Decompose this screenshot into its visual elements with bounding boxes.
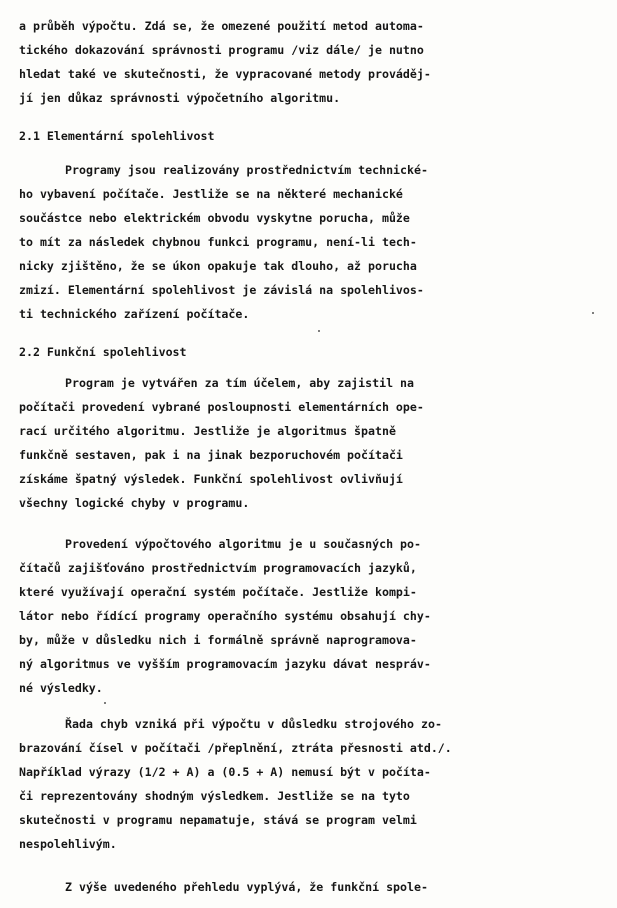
section-heading: 2.2 Funkční spolehlivost [19,345,187,359]
text-line: Program je vytvářen za tím účelem, aby zajistil na [65,376,415,390]
text-line: počítači provedení vybrané posloupnosti elementárních ope- [19,400,424,414]
text-line: zmizí. Elementární spolehlivost je závislá na spolehlivos- [19,283,424,297]
text-line: Například výrazy (1/2 + A) a (0.5 + A) nemusí být v počíta- [19,765,431,779]
text-line: získáme špatný výsledek. Funkční spolehlivost ovlivňují [19,472,403,486]
text-line: to mít za následek chybnou funkci programu, není-li tech- [19,235,417,249]
text-line: nespolehlivým. [19,837,117,851]
text-line: by, může v důsledku nich i formálně správně naprogramova- [19,633,417,647]
scan-speck [104,702,106,704]
text-line: všechny logické chyby v programu. [19,496,250,510]
scan-speck [318,330,320,332]
text-line: ho vybavení počítače. Jestliže se na některé mechanické [19,187,403,201]
text-line: Programy jsou realizovány prostřednictvím technické- [65,163,428,177]
text-line: ti technického zařízení počítače. [19,307,250,321]
text-line: ný algoritmus ve vyšším programovacím jazyku dávat nespráv- [19,657,431,671]
text-line: Provedení výpočtového algoritmu je u současných po- [65,537,421,551]
text-line: né výsledky. [19,681,103,695]
text-line: nicky zjištěno, že se úkon opakuje tak dlouho, až porucha [19,259,417,273]
text-line: skutečnosti v programu nepamatuje, stává se program velmi [19,813,417,827]
text-line: tického dokazování správnosti programu /viz dále/ je nutno [19,43,424,57]
text-line: čítačů zajišťováno prostřednictvím programovacích jazyků, [19,561,417,575]
text-line: brazování čísel v počítači /přeplnění, ztráta přesnosti atd./. [19,741,452,755]
text-line: hledat také ve skutečnosti, že vypracované metody prováděj- [19,67,431,81]
text-line: Řada chyb vzniká při výpočtu v důsledku strojového zo- [65,717,442,731]
text-line: či reprezentovány shodným výsledkem. Jestliže se na tyto [19,789,410,803]
text-line: které využívají operační systém počítače. Jestliže kompi- [19,585,417,599]
section-heading: 2.1 Elementární spolehlivost [19,129,215,143]
text-line: látor nebo řídící programy operačního systému obsahují chy- [19,609,431,623]
text-line: rací určitého algoritmu. Jestliže je algoritmus špatně [19,424,396,438]
text-line: součástce nebo elektrickém obvodu vyskytne porucha, může [19,211,410,225]
text-line: Z výše uvedeného přehledu vyplývá, že funkční spole- [65,880,428,894]
text-line: funkčně sestaven, pak i na jinak bezporuchovém počítači [19,448,403,462]
text-line: jí jen důkaz správnosti výpočetního algoritmu. [19,91,341,105]
scan-speck [592,312,594,314]
text-line: a průběh výpočtu. Zdá se, že omezené použití metod automa- [19,19,424,33]
